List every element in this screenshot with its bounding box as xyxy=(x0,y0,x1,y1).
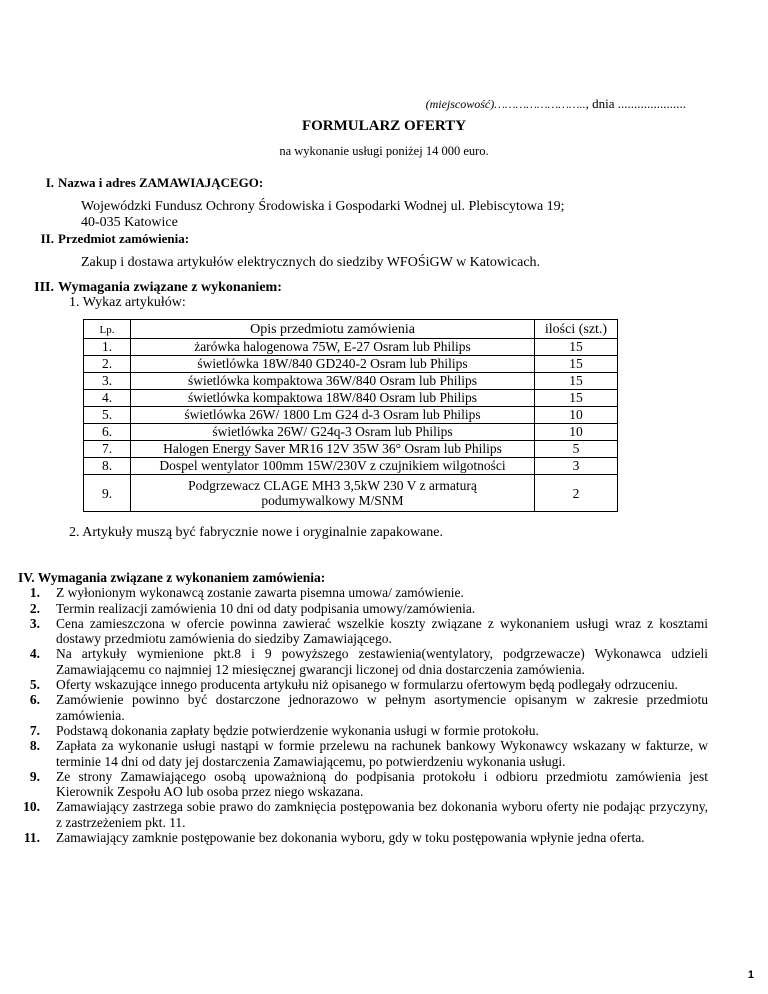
list-item-number: 8. xyxy=(29,738,40,754)
row-lp: 5. xyxy=(84,407,131,424)
section-4-heading: IV. Wymagania związane z wykonaniem zamówienia: xyxy=(18,570,326,585)
section-1-title: Nazwa i adres ZAMAWIAJĄCEGO: xyxy=(58,175,264,190)
row-qty: 15 xyxy=(535,390,618,407)
table-row xyxy=(84,441,618,458)
list-item-text: Termin realizacji zamówienia 10 dni od daty podpisania umowy/zamówienia. xyxy=(56,600,476,616)
place-date-line xyxy=(426,96,686,112)
header-lp: Lp. xyxy=(84,320,131,339)
row-desc: Halogen Energy Saver MR16 12V 35W 36° Osram lub Philips xyxy=(131,441,535,458)
list-item-text: Zamawiający zastrzega sobie prawo do zamknięcia postępowania bez dokonania wyboru oferty nie podając przyczyny, z zastrzeżeniem pkt. 11. xyxy=(56,799,708,830)
list-item-number: 4. xyxy=(29,646,40,662)
row-desc-line-1: Podgrzewacz CLAGE MH3 3,5kW 230 V z armaturą xyxy=(188,478,477,493)
row-lp: 1. xyxy=(84,339,131,356)
list-item-number: 9. xyxy=(29,768,40,784)
row-qty: 10 xyxy=(535,424,618,441)
table-row xyxy=(84,390,618,407)
section-3-sub-2: 2. Artykuły muszą być fabrycznie nowe i oryginalnie zapakowane. xyxy=(69,525,443,540)
row-qty: 15 xyxy=(535,373,618,390)
section-1-line-1: Wojewódzki Fundusz Ochrony Środowiska i Gospodarki Wodnej ul. Plebiscytowa 19; xyxy=(81,199,565,214)
list-item-number: 10. xyxy=(23,799,40,815)
table-row xyxy=(84,356,618,373)
row-qty: 15 xyxy=(535,356,618,373)
items-table xyxy=(83,319,618,512)
section-2-title: Przedmiot zamówienia: xyxy=(58,231,190,246)
list-item xyxy=(18,830,708,845)
list-item xyxy=(18,646,708,677)
list-item xyxy=(18,601,708,616)
list-item-text: Zamawiający zamknie postępowanie bez dokonania wyboru, gdy w toku postępowania wpłynie jedna oferta. xyxy=(56,830,645,846)
list-item-number: 5. xyxy=(29,677,40,693)
section-3-title: Wymagania związane z wykonaniem: xyxy=(58,280,282,295)
header-desc: Opis przedmiotu zamówienia xyxy=(131,320,535,339)
page-number: 1 xyxy=(747,969,754,981)
section-2-text: Zakup i dostawa artykułów elektrycznych do siedziby WFOŚiGW w Katowicach. xyxy=(81,255,541,270)
row-desc: świetlówka 26W/ 1800 Lm G24 d-3 Osram lub Philips xyxy=(131,407,535,424)
list-item xyxy=(18,723,708,738)
row-desc: świetlówka kompaktowa 36W/840 Osram lub Philips xyxy=(131,373,535,390)
section-1-number: I. xyxy=(45,175,54,190)
table-row xyxy=(84,373,618,390)
list-item xyxy=(18,738,708,769)
list-item-text: Cena zamieszczona w ofercie powinna zawierać wszelkie koszty związane z wykonaniem usługi wraz z kosztami dostawy przedmiotu zamówienia do siedziby Zamawiającego. xyxy=(56,615,708,647)
section-3-sub-1: 1. Wykaz artykułów: xyxy=(69,295,186,310)
table-header-row xyxy=(84,320,618,339)
list-item-number: 6. xyxy=(29,692,40,708)
table-row xyxy=(84,475,618,512)
row-desc: świetlówka 26W/ G24q-3 Osram lub Philips xyxy=(131,424,535,441)
list-item-text: Na artykuły wymienione pkt.8 i 9 powyższego zestawienia(wentylatory, podgrzewacze) Wykonawca udzieli Zamawiającemu co najmniej 12 miesięcznej gwarancji liczonej od dnia dostarczenia zamówienia. xyxy=(56,646,708,677)
row-lp: 6. xyxy=(84,424,131,441)
row-desc: żarówka halogenowa 75W, E-27 Osram lub Philips xyxy=(131,339,535,356)
section-4 xyxy=(18,570,708,845)
table-row xyxy=(84,424,618,441)
section-2-number: II. xyxy=(40,231,54,246)
row-lp: 7. xyxy=(84,441,131,458)
list-item-text: Zamówienie powinno być dostarczone jednorazowo w pełnym asortymencie opisanym w zakresie przedmiotu zamówienia. xyxy=(56,692,708,723)
row-lp: 9. xyxy=(84,475,131,512)
row-desc: Dospel wentylator 100mm 15W/230V z czujnikiem wilgotności xyxy=(131,458,535,475)
list-item-text: Zapłata za wykonanie usługi nastąpi w formie przelewu na rachunek bankowy Wykonawcy wskazany w fakturze, w terminie 14 dni od daty jej dostarczenia Zamawiającemu, po potwierdzeniu wykonania usługi. xyxy=(56,738,708,769)
row-qty: 15 xyxy=(535,339,618,356)
list-item xyxy=(18,585,708,600)
list-item-number: 3. xyxy=(29,615,40,631)
row-qty: 2 xyxy=(535,475,618,512)
row-lp: 4. xyxy=(84,390,131,407)
list-item xyxy=(18,677,708,692)
row-desc: świetlówka 18W/840 GD240-2 Osram lub Philips xyxy=(131,356,535,373)
list-item-number: 7. xyxy=(29,722,40,738)
list-item xyxy=(18,769,708,800)
page-subtitle: na wykonanie usługi poniżej 14 000 euro. xyxy=(279,144,489,158)
date-label: , dnia ..................... xyxy=(585,96,686,111)
list-item-text: Podstawą dokonania zapłaty będzie potwierdzenie wykonania usługi w formie protokołu. xyxy=(56,722,539,738)
row-desc: świetlówka kompaktowa 18W/840 Osram lub Philips xyxy=(131,390,535,407)
section-3-number: III. xyxy=(34,280,54,295)
list-item-text: Ze strony Zamawiającego osobą upoważnioną do podpisania protokołu i odbioru przedmiotu zamówienia jest Kierownik Zespołu AO lub osoba przez niego wskazana. xyxy=(56,768,708,800)
list-item-number: 2. xyxy=(29,600,40,616)
table-row xyxy=(84,339,618,356)
list-item xyxy=(18,616,708,647)
list-item xyxy=(18,692,708,723)
section-3-heading xyxy=(28,280,282,296)
section-2-heading xyxy=(28,231,189,247)
section-1-heading xyxy=(28,175,263,191)
row-lp: 3. xyxy=(84,373,131,390)
table-row xyxy=(84,458,618,475)
header-qty: ilości (szt.) xyxy=(535,320,618,339)
page-title: FORMULARZ OFERTY xyxy=(301,118,467,134)
row-lp: 2. xyxy=(84,356,131,373)
list-item-text: Oferty wskazujące innego producenta artykułu niż opisanego w formularzu ofertowym będą podlegały odrzuceniu. xyxy=(56,677,678,693)
row-qty: 3 xyxy=(535,458,618,475)
row-desc xyxy=(131,475,535,512)
list-item-number: 1. xyxy=(29,585,40,601)
row-desc-line-2: podumywalkowy M/SNM xyxy=(261,493,404,508)
row-lp: 8. xyxy=(84,458,131,475)
table-row xyxy=(84,407,618,424)
list-item-number: 11. xyxy=(23,830,40,846)
row-qty: 5 xyxy=(535,441,618,458)
place-label: (miejscowość)…………………….. xyxy=(425,97,586,111)
section-1-line-2: 40-035 Katowice xyxy=(81,215,178,230)
row-qty: 10 xyxy=(535,407,618,424)
list-item xyxy=(18,799,708,830)
list-item-text: Z wyłonionym wykonawcą zostanie zawarta pisemna umowa/ zamówienie. xyxy=(56,585,464,601)
